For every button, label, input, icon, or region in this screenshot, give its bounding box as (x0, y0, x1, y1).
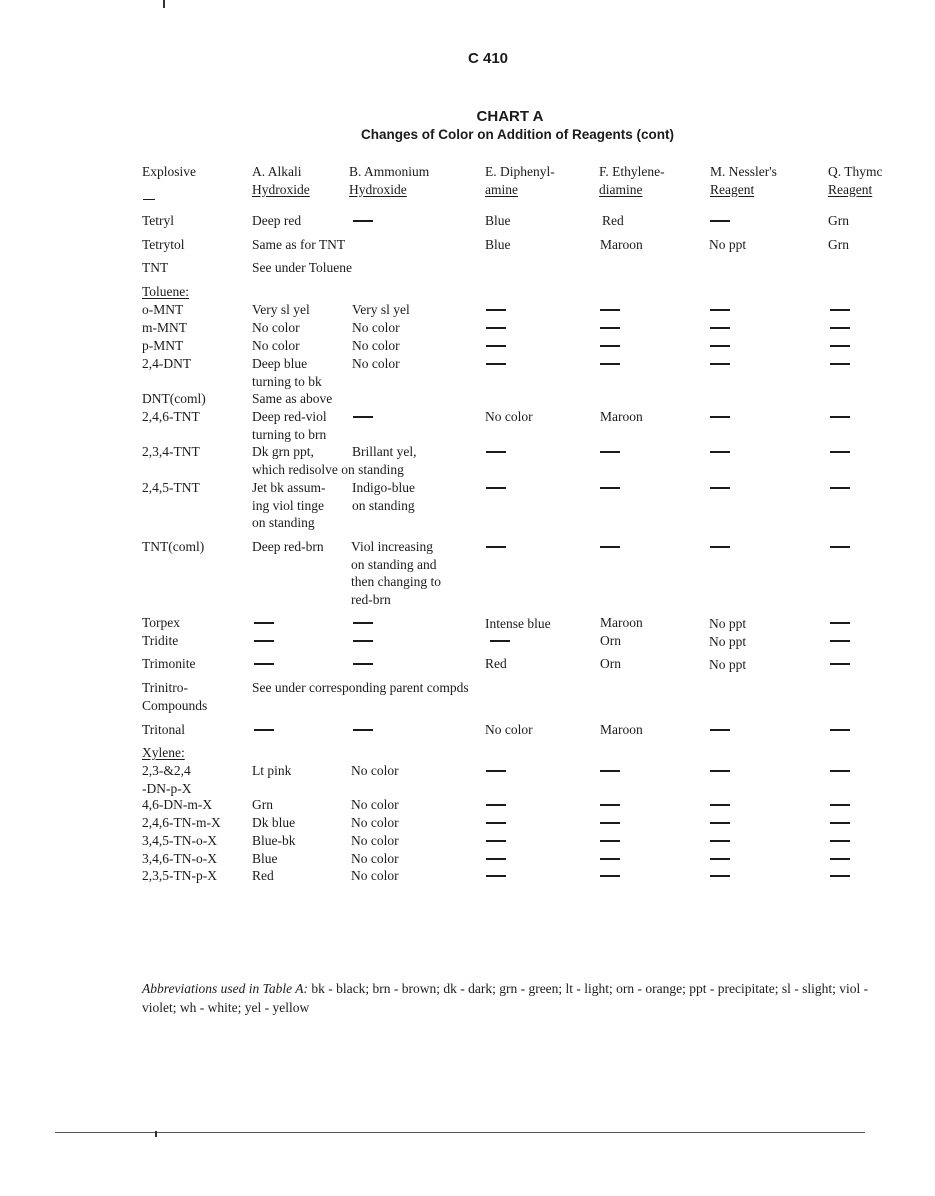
ammonium-hydroxide-value: No color (352, 356, 400, 371)
no-reaction-dash (486, 546, 506, 548)
no-reaction-dash (486, 804, 506, 806)
alkali-hydroxide-value: Deep red (252, 213, 302, 228)
alkali-hydroxide-value: Lt pink (252, 763, 292, 778)
no-reaction-dash (486, 875, 506, 877)
nessler-value: No ppt (709, 634, 747, 649)
no-reaction-dash (600, 840, 620, 842)
no-reaction-dash (254, 640, 274, 642)
no-reaction-dash (486, 345, 506, 347)
no-reaction-dash (830, 840, 850, 842)
ammonium-hydroxide-value: No color (351, 851, 399, 866)
no-reaction-dash (353, 729, 373, 731)
ethylenediamine-value: Orn (600, 633, 621, 648)
no-reaction-dash (830, 451, 850, 453)
chart-subtitle: Changes of Color on Addition of Reagents (cont) (361, 127, 674, 142)
explosive-name: TNT (142, 260, 169, 275)
explosive-name: Tritonal (142, 722, 186, 737)
explosive-name: TNT(coml) (142, 539, 205, 554)
no-reaction-dash (830, 309, 850, 311)
no-reaction-dash (710, 327, 730, 329)
no-reaction-dash (830, 363, 850, 365)
diphenylamine-value: No color (485, 409, 533, 424)
alkali-hydroxide-value: Very sl yel (252, 302, 310, 317)
ammonium-hydroxide-value: No color (351, 763, 399, 778)
col-header-explosive: Explosive (142, 164, 196, 179)
header-dash-mark (143, 199, 155, 200)
no-reaction-dash (486, 858, 506, 860)
ammonium-hydroxide-value: Viol increasing on standing and then changing to red-brn (351, 539, 441, 607)
no-reaction-dash (353, 622, 373, 624)
no-reaction-dash (486, 822, 506, 824)
no-reaction-dash (254, 663, 274, 665)
alkali-hydroxide-value: Blue (252, 851, 278, 866)
nessler-value: No ppt (709, 616, 747, 631)
ethylenediamine-value: Maroon (600, 615, 643, 630)
ammonium-hydroxide-value: No color (351, 868, 399, 883)
thymol-value: Grn (828, 213, 849, 228)
ammonium-hydroxide-value: No color (351, 797, 399, 812)
ammonium-hydroxide-value: No color (351, 815, 399, 830)
explosive-name: Tridite (142, 633, 179, 648)
col-header-diphenylamine: E. Diphenyl- amine (485, 164, 555, 197)
no-reaction-dash (830, 487, 850, 489)
no-reaction-dash (353, 220, 373, 222)
explosive-name: o-MNT (142, 302, 184, 317)
ethylenediamine-value: Maroon (600, 722, 643, 737)
no-reaction-dash (710, 875, 730, 877)
chart-title: CHART A (476, 108, 544, 125)
footer-rule (55, 1132, 865, 1133)
no-reaction-dash (710, 220, 730, 222)
page-number: C 410 (468, 50, 509, 67)
no-reaction-dash (710, 729, 730, 731)
alkali-hydroxide-value: No color (252, 320, 300, 335)
alkali-hydroxide-value: Dk grn ppt, (252, 444, 314, 459)
alkali-hydroxide-value: Deep red-viol turning to brn (252, 409, 327, 442)
explosive-name: 2,4,6-TN-m-X (142, 815, 221, 830)
alkali-hydroxide-value: Jet bk assum- ing viol tinge on standing (252, 480, 326, 530)
no-reaction-dash (486, 840, 506, 842)
no-reaction-dash (600, 770, 620, 772)
no-reaction-dash (486, 309, 506, 311)
explosive-name: 3,4,6-TN-o-X (142, 851, 217, 866)
abbreviations-note (142, 979, 882, 1017)
thymol-value: Grn (828, 237, 849, 252)
no-reaction-dash (600, 363, 620, 365)
ethylenediamine-value: Red (602, 213, 624, 228)
explosive-name: Tetryl (142, 213, 175, 228)
no-reaction-dash (600, 822, 620, 824)
ammonium-hydroxide-value: Indigo-blue on standing (352, 480, 415, 513)
explosive-name: 2,3-&2,4 -DN-p-X (142, 763, 192, 796)
explosive-name: Tetrytol (142, 237, 185, 252)
ammonium-hydroxide-value: Very sl yel (352, 302, 410, 317)
explosive-name: 4,6-DN-m-X (142, 797, 213, 812)
ammonium-hydroxide-value: No color (351, 833, 399, 848)
explosive-name: p-MNT (142, 338, 184, 353)
no-reaction-dash (830, 822, 850, 824)
ammonium-hydroxide-value: No color (352, 338, 400, 353)
diphenylamine-value: Intense blue (485, 616, 551, 631)
no-reaction-dash (353, 416, 373, 418)
no-reaction-dash (830, 327, 850, 329)
alkali-hydroxide-value: Deep blue turning to bk (252, 356, 322, 389)
no-reaction-dash (486, 327, 506, 329)
abbreviations-lead: Abbreviations used in Table A: (142, 981, 308, 996)
no-reaction-dash (600, 875, 620, 877)
no-reaction-dash (600, 309, 620, 311)
explosive-name: Trinitro- Compounds (142, 680, 208, 713)
abbreviations-text: bk - black; brn - brown; dk - dark; grn - green; lt - light; orn - orange; ppt - precipitate; sl - slight; viol - violet; wh - white; yel - yellow (142, 981, 869, 1015)
explosive-name: m-MNT (142, 320, 187, 335)
col-header-ammonium-hydroxide: B. Ammonium Hydroxide (349, 164, 430, 197)
explosive-name: Torpex (142, 615, 181, 630)
ammonium-hydroxide-value: Brillant yel, (352, 444, 417, 459)
no-reaction-dash (710, 804, 730, 806)
no-reaction-dash (600, 345, 620, 347)
no-reaction-dash (710, 309, 730, 311)
no-reaction-dash (486, 487, 506, 489)
no-reaction-dash (600, 546, 620, 548)
explosive-name: 2,3,4-TNT (142, 444, 200, 459)
no-reaction-dash (254, 729, 274, 731)
no-reaction-dash (830, 770, 850, 772)
group-heading-toluene: Toluene: (142, 284, 190, 299)
alkali-hydroxide-value: Blue-bk (252, 833, 296, 848)
alkali-hydroxide-value: See under Toluene (252, 260, 353, 275)
alkali-hydroxide-value: Red (252, 868, 274, 883)
ethylenediamine-value: Maroon (600, 237, 643, 252)
no-reaction-dash (830, 622, 850, 624)
no-reaction-dash (830, 729, 850, 731)
no-reaction-dash (600, 804, 620, 806)
no-reaction-dash (486, 770, 506, 772)
no-reaction-dash (486, 363, 506, 365)
no-reaction-dash (486, 451, 506, 453)
no-reaction-dash (830, 858, 850, 860)
col-header-ethylenediamine: F. Ethylene- diamine (599, 164, 665, 197)
diphenylamine-value: Blue (485, 213, 511, 228)
no-reaction-dash (254, 622, 274, 624)
explosive-name: 2,4-DNT (142, 356, 192, 371)
diphenylamine-value: Blue (485, 237, 511, 252)
no-reaction-dash (830, 875, 850, 877)
no-reaction-dash (710, 345, 730, 347)
no-reaction-dash (830, 546, 850, 548)
no-reaction-dash (490, 640, 510, 642)
col-header-alkali-hydroxide: A. Alkali Hydroxide (252, 164, 310, 197)
scan-tick-bottom (155, 1131, 157, 1137)
explosive-name: 3,4,5-TN-o-X (142, 833, 217, 848)
col-header-nesslers-reagent: M. Nessler's Reagent (710, 164, 777, 197)
ammonium-hydroxide-value: No color (352, 320, 400, 335)
no-reaction-dash (600, 487, 620, 489)
explosive-name: DNT(coml) (142, 391, 206, 406)
diphenylamine-value: Red (485, 656, 507, 671)
no-reaction-dash (830, 663, 850, 665)
no-reaction-dash (830, 804, 850, 806)
no-reaction-dash (710, 858, 730, 860)
no-reaction-dash (353, 640, 373, 642)
no-reaction-dash (600, 858, 620, 860)
col-header-thymol-reagent: Q. Thymc Reagent (828, 164, 883, 197)
no-reaction-dash (353, 663, 373, 665)
explosive-name: 2,4,5-TNT (142, 480, 200, 495)
no-reaction-dash (710, 487, 730, 489)
no-reaction-dash (710, 451, 730, 453)
no-reaction-dash (830, 416, 850, 418)
ethylenediamine-value: Orn (600, 656, 621, 671)
combined-note: which redisolve on standing (252, 462, 404, 477)
explosive-name: 2,4,6-TNT (142, 409, 200, 424)
no-reaction-dash (710, 822, 730, 824)
no-reaction-dash (600, 327, 620, 329)
no-reaction-dash (710, 416, 730, 418)
no-reaction-dash (710, 840, 730, 842)
group-heading-xylene: Xylene: (142, 745, 185, 760)
nessler-value: No ppt (709, 657, 747, 672)
alkali-hydroxide-value: Deep red-brn (252, 539, 324, 554)
no-reaction-dash (710, 770, 730, 772)
scan-tick-top (163, 0, 165, 8)
no-reaction-dash (830, 345, 850, 347)
no-reaction-dash (710, 363, 730, 365)
diphenylamine-value: No color (485, 722, 533, 737)
nessler-value: No ppt (709, 237, 747, 252)
alkali-hydroxide-value: See under corresponding parent compds (252, 680, 469, 695)
no-reaction-dash (600, 451, 620, 453)
explosive-name: 2,3,5-TN-p-X (142, 868, 217, 883)
ethylenediamine-value: Maroon (600, 409, 643, 424)
no-reaction-dash (830, 640, 850, 642)
explosive-name: Trimonite (142, 656, 196, 671)
alkali-hydroxide-value: Same as for TNT (252, 237, 346, 252)
no-reaction-dash (710, 546, 730, 548)
alkali-hydroxide-value: No color (252, 338, 300, 353)
alkali-hydroxide-value: Dk blue (252, 815, 296, 830)
alkali-hydroxide-value: Grn (252, 797, 273, 812)
alkali-hydroxide-value: Same as above (252, 391, 333, 406)
